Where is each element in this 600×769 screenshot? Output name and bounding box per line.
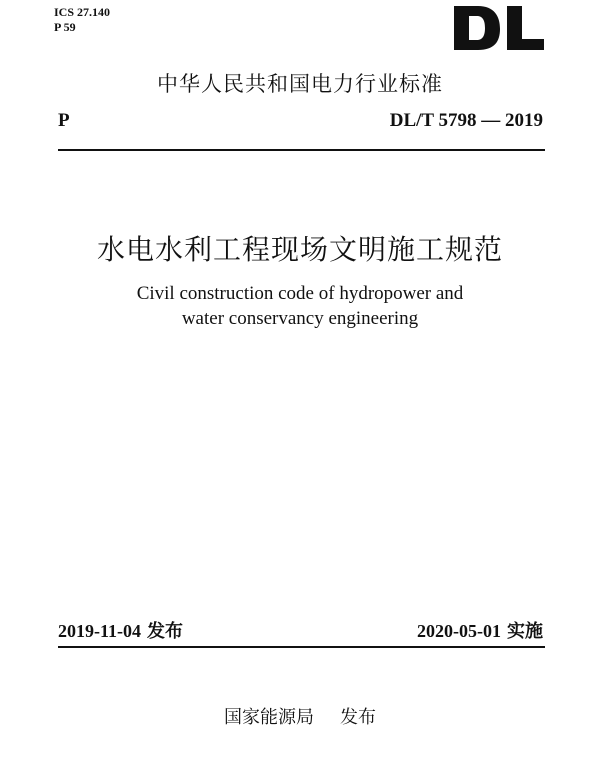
dl-logo (452, 4, 546, 52)
publisher-name: 国家能源局 (224, 707, 314, 728)
issue-date (58, 617, 183, 643)
standard-category-title: 中华人民共和国电力行业标准 (157, 72, 443, 96)
implementation-date-value: 2020-05-01 (417, 621, 501, 641)
classification-letter: P (58, 110, 70, 131)
publisher-action: 发布 (340, 707, 376, 728)
chinese-title: 水电水利工程现场文明施工规范 (96, 233, 503, 266)
issue-date-label: 发布 (147, 621, 183, 642)
english-title (0, 281, 600, 331)
category-code: P 59 (54, 20, 76, 34)
english-title-line-1: Civil construction code of hydropower and (136, 283, 464, 304)
issue-date-value: 2019-11-04 (58, 621, 141, 641)
ics-code: ICS 27.140 (54, 5, 111, 19)
implementation-date (417, 617, 543, 643)
publisher (0, 703, 600, 729)
ics-classification (54, 5, 110, 35)
implementation-date-label: 实施 (507, 621, 543, 642)
top-divider (58, 149, 545, 151)
english-title-line-2: water conservancy engineering (181, 308, 419, 329)
standard-number: DL/T 5798 — 2019 (389, 110, 543, 131)
bottom-divider (58, 646, 545, 648)
